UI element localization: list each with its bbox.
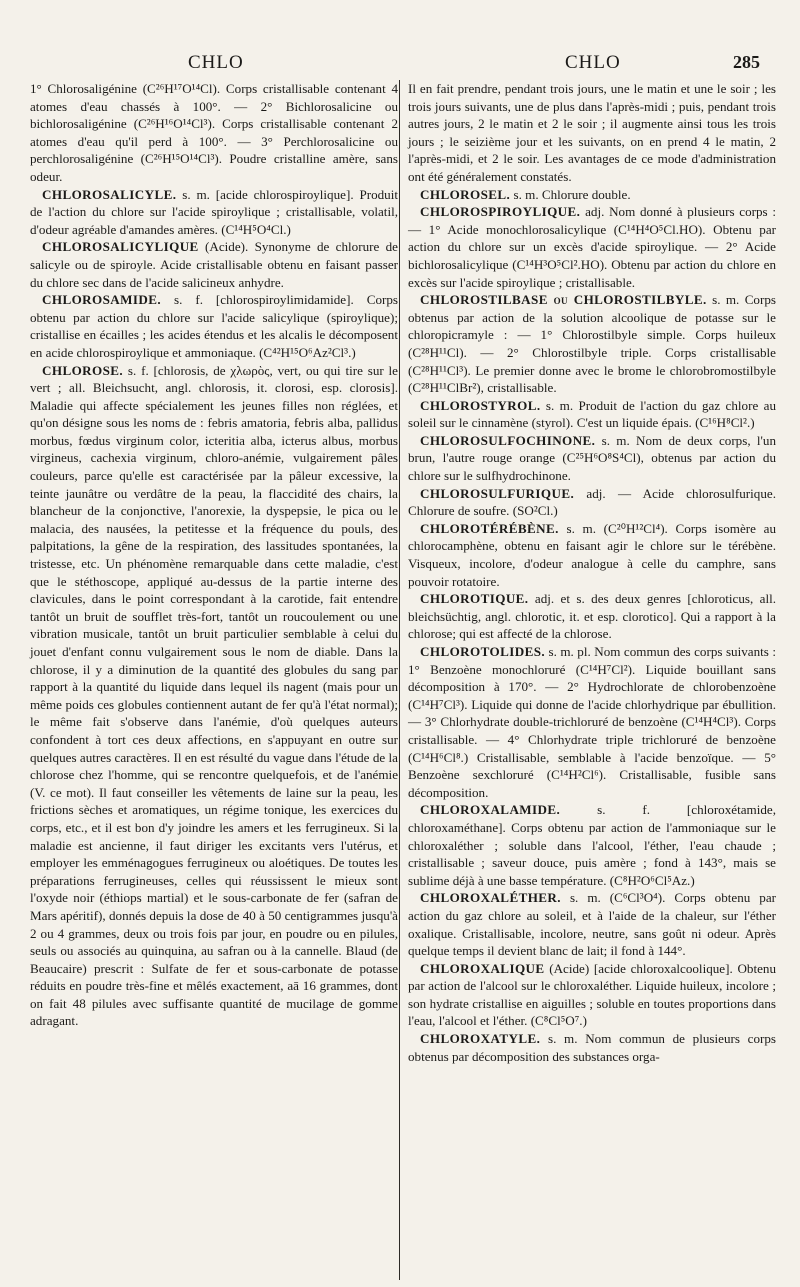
entry-text: s. m. Corps obtenus par action de la solution alcoolique de potasse sur le chloropicramyle : — 1° Chlorostilbyle simple. Corps huileux (C²⁸H¹¹Cl). — 2° Chlorostilbyle triple. Corps cristallisable (C²⁸H¹¹Cl³). Le premier donne avec le brome le chlorobromostilbyle (C²⁸H¹¹ClBr²), cristallisable. — [408, 292, 776, 396]
dictionary-entry — [30, 80, 398, 186]
dictionary-entry — [408, 801, 776, 889]
dictionary-entry — [408, 1030, 776, 1065]
dictionary-entry — [408, 520, 776, 590]
entry-text: s. m. Produit de l'action du gaz chlore au soleil sur le cinnamène (styrol). C'est un liquide épais. (C¹⁶H⁸Cl².) — [408, 397, 776, 431]
dictionary-entry — [30, 362, 398, 1031]
entry-text: s. m. (C⁶Cl³O⁴). Corps obtenu par action du gaz chlore au soleil, et à l'aide de la chaleur, sur l'éther oxalique. Cristallisable, incolore, neutre, sans goût ni odeur. Après quelque temps il devient blanc de lait; il fond à 144°. — [408, 890, 776, 959]
entry-headword: CHLOROXALAMIDE. — [420, 802, 561, 818]
entry-text: s. m. Chlorure double. — [510, 186, 631, 202]
entry-text: 1° Chlorosaligénine (C²⁶H¹⁷O¹⁴Cl). Corps cristallisable contenant 4 atomes d'eau chassés à 100°. — 2° Bichlorosalicine ou bichlorosaligénine (C²⁶H¹⁶O¹⁴Cl³). Corps cristallisable contenant 2 atomes d'eau qu'il perd à 100°. — 3° Perchlorosalicine ou perchlorosaligénine (C²⁶H¹⁵O¹⁴Cl³). Poudre cristalline amère, sans odeur. — [30, 81, 398, 184]
left-column — [30, 80, 398, 1030]
entry-headword: CHLOROSTYROL. — [420, 397, 541, 413]
entry-text: adj. Nom donné à plusieurs corps : — 1° Acide monochlorosalicylique (C¹⁴H⁴O⁵Cl.HO). Obtenu par action du chlore sur un excès d'acide spiroylique. — 2° Acide bichlorosalicylique (C¹⁴H³O⁵Cl².HO). Obtenu par action du chlore en excès sur l'acide spiroylique ; cristallisable. — [408, 204, 776, 290]
dictionary-entry — [408, 203, 776, 291]
entry-headword: CHLOROXALÉTHER. — [420, 890, 561, 906]
entry-text: s. m. pl. Nom commun des corps suivants : 1° Benzoène monochloruré (C¹⁴H⁷Cl²). Liquide bouillant sans décomposition à 170°. — 2° Hydrochlorate de chlorobenzoène (C¹⁴H⁷Cl³). Liquide qui donne de l'acide chlorhydrique par ébullition. — 3° Chlorhydrate double-trichloruré de benzoène (C¹⁴H⁴Cl³). Corps cristallisable. — 4° Chlorhydrate triple trichloruré de benzoène (C¹⁴H⁶Cl⁸.) Cristallisable, semblable à l'acide benzoïque. — 5° Benzoène sexchloruré (C¹⁴H²Cl⁶). Cristallisable, fusible sans décomposition. — [408, 644, 776, 800]
entry-text: adj. et s. des deux genres [chloroticus, all. bleichsüchtig, angl. chlorotic, it. et esp. clorotico]. Qui a rapport à la chlorose; qui est affecté de la chlorose. — [408, 591, 776, 642]
page-number: 285 — [733, 52, 760, 72]
entry-text: adj. — Acide chlorosulfurique. Chlorure de soufre. (SO²Cl.) — [408, 485, 776, 519]
entry-text: s. m. Nom de deux corps, l'un brun, l'autre rouge orange (C²⁵H⁶O⁸S⁴Cl), obtenus par action du chlore sur le sulfhydrochinone. — [408, 432, 776, 484]
entry-headword: CHLOROSALICYLE. — [42, 186, 177, 202]
dictionary-entry — [408, 432, 776, 485]
entry-headword: CHLOROSEL. — [420, 186, 511, 202]
entry-headword: CHLOROXALIQUE — [420, 960, 545, 976]
entry-text: (Acide). Synonyme de chlorure de salicyle ou de spiroyle. Acide cristallisable obtenu en faisant passer du chlore sec dans de l'acide salicineux anhydre. — [30, 239, 398, 290]
dictionary-entry — [408, 889, 776, 959]
dictionary-entry — [408, 485, 776, 520]
running-head-right: CHLO — [565, 52, 621, 73]
entry-headword: CHLOROTIQUE. — [420, 591, 529, 607]
entry-headword: CHLOROXATYLE. — [420, 1031, 541, 1047]
entry-headword: CHLOROSULFOCHINONE. — [420, 432, 596, 448]
entry-text: s. f. [chlorosis, de χλωρὸς, vert, ou qui tire sur le vert ; all. Bleichsucht, angl. chlorosis, it. clorosi, esp. clorosis]. Maladie qui affecte spécialement les jeunes filles non réglées, et qu'on désigne sous les noms de : febris amatoria, febris alba, pallidus morbus, fœdus virginum color, icteritia alba, icterus albus, morbus virgineus, cachexia virginum, chloro-anémie, vulgairement pâles couleurs, parce qu'elle est caractérisée par la pâleur excessive, la teinte jaunâtre ou verdâtre de la peau, la flaccidité des chairs, la blancheur de la conjonctive, l'anorexie, la dyspepsie, le pica ou le malacia, des nausées, la petitesse et la fréquence du pouls, des palpitations, la gêne de la respiration, des lassitudes spontanées, la tristesse, etc. Un phénomène remarquable dans cette maladie, c'est que le stéthoscope, appliqué au-dessus de la partie interne des clavicules, dans le point correspondant à la carotide, fait entendre tantôt un bruit de soufflet très-fort, tantôt un roucoulement ou une vibration musicale, tantôt un bruit particulier semblable à celui du jouet d'enfant connu vulgairement sous le nom de diable. Dans la chlorose, il y a diminution de la quantité des globules du sang par rapport à la quantité du liquide dans lequel ils nagent (mais pour un même poids ces globules contiennent autant de fer qu'à l'état normal); le même fait s'observe dans l'anémie, d'où quelques auteurs confondent à tort ces deux affections, en s'appuyant en outre sur quelques autres caractères. Il en est résulté du vague dans l'étude de la chlorose chez l'homme, qui se rencontre quelquefois, et de l'anémie (V. ce mot). Il faut conseiller les vêtements de laine sur la peau, les frictions sèches et aromatiques, un régime tonique, les exercices du corps, etc., et il est bon d'y joindre les amers et les ferrugineux. Si la maladie est ancienne, il faut diriger les excitants vers l'utérus, et employer les emménagogues ferrugineux ou aloétiques. De toutes les préparations ferrugineuses, celles qui réussissent le mieux sont l'oxyde noir (éthiops martial) et le sous-carbonate de fer (safran de Mars apéritif), donnés depuis la dose de 40 à 50 centigrammes jusqu'à 2 ou 4 grammes, deux ou trois fois par jour, en poudre ou en pilules, seuls ou associés au quinquina, au safran ou à la cannelle. Blaud (de Beaucaire) prescrit : Sulfate de fer et sous-carbonate de potasse réduits en poudre très-fine et mêlés exactement, aā 16 grammes, dont on fait 48 pilules avec suffisante quantité de mucilage de gomme adragant. — [30, 362, 398, 1029]
entry-text: (Acide) [acide chloroxalcoolique]. Obtenu par action de l'alcool sur le chloroxaléther. Liquide huileux, incolore ; son hydrate cristallise en aiguilles ; soluble en toutes proportions dans l'eau, l'alcool et l'éther. (C⁸Cl⁵O⁷.) — [408, 960, 776, 1029]
dictionary-entry — [408, 80, 776, 186]
entry-headword: CHLOROSALICYLIQUE — [42, 239, 199, 255]
dictionary-entry — [408, 590, 776, 643]
dictionary-entry — [408, 397, 776, 432]
dictionary-entry — [408, 186, 776, 204]
entry-text: Il en fait prendre, pendant trois jours, une le matin et une le soir ; les trois jours suivants, une de plus dans l'après-midi ; puis, pendant trois autres jours, 2 le matin et 2 le soir ; il augmente ainsi tous les trois jours ; le seizième jour et les suivants, on en prend 4 le matin, 2 l'après-midi, et 2 le soir. Les avantages de ce mode d'administration ont été généralement constatés. — [408, 81, 776, 184]
dictionary-entry — [408, 960, 776, 1030]
entry-text: s. m. [acide chlorospiroylique]. Produit de l'action du chlore sur l'acide spiroylique ; cristallisable, volatil, d'odeur agréable d'amandes amères. (C¹⁴H⁵O⁴Cl.) — [30, 186, 398, 237]
entry-headword: CHLOROSAMIDE. — [42, 292, 162, 308]
entry-headword: CHLOROTÉRÉBÈNE. — [420, 520, 559, 536]
column-divider — [399, 80, 400, 1280]
entry-headword: CHLOROSULFURIQUE. — [420, 485, 575, 501]
entry-text: s. m. Nom commun de plusieurs corps obtenus par décomposition des substances orga- — [408, 1031, 776, 1064]
dictionary-entry — [30, 238, 398, 291]
dictionary-entry — [408, 291, 776, 397]
entry-text: s. f. [chlorospiroylimidamide]. Corps obtenu par action du chlore sur l'acide salicylique (spiroylique); cristallise en écailles ; les acides étendus et les alcalis le décomposent en acide chlorospiroylique et ammoniaque. (C⁴²H¹⁵O⁶Az²Cl³.) — [30, 292, 398, 360]
entry-text: s. m. (C²⁰H¹²Cl⁴). Corps isomère au chlorocamphène, obtenu en faisant agir le chlore sur le térébène. Visqueux, incolore, d'odeur analogue à celle du camphre, sans pouvoir rotatoire. — [408, 520, 776, 589]
right-column — [408, 80, 776, 1065]
entry-headword: CHLOROSTILBASE ou CHLOROSTILBYLE. — [420, 292, 707, 308]
dictionary-entry — [30, 291, 398, 361]
entry-headword: CHLOROSPIROYLIQUE. — [420, 204, 581, 220]
dictionary-entry — [408, 643, 776, 801]
running-head-left: CHLO — [188, 52, 244, 73]
dictionary-entry — [30, 186, 398, 239]
entry-text: s. f. [chloroxétamide, chloroxaméthane]. Corps obtenu par action de l'ammoniaque sur le chloroxaléther ; soluble dans l'alcool, l'éther, l'eau chaude ; cristallisable ; saveur douce, puis amère ; fond à 143°, mais se sublime déjà à une basse température. (C⁸H²O⁶Cl⁵Az.) — [408, 802, 776, 888]
entry-headword: CHLOROTOLIDES. — [420, 644, 546, 659]
entry-headword: CHLOROSE. — [42, 362, 124, 378]
